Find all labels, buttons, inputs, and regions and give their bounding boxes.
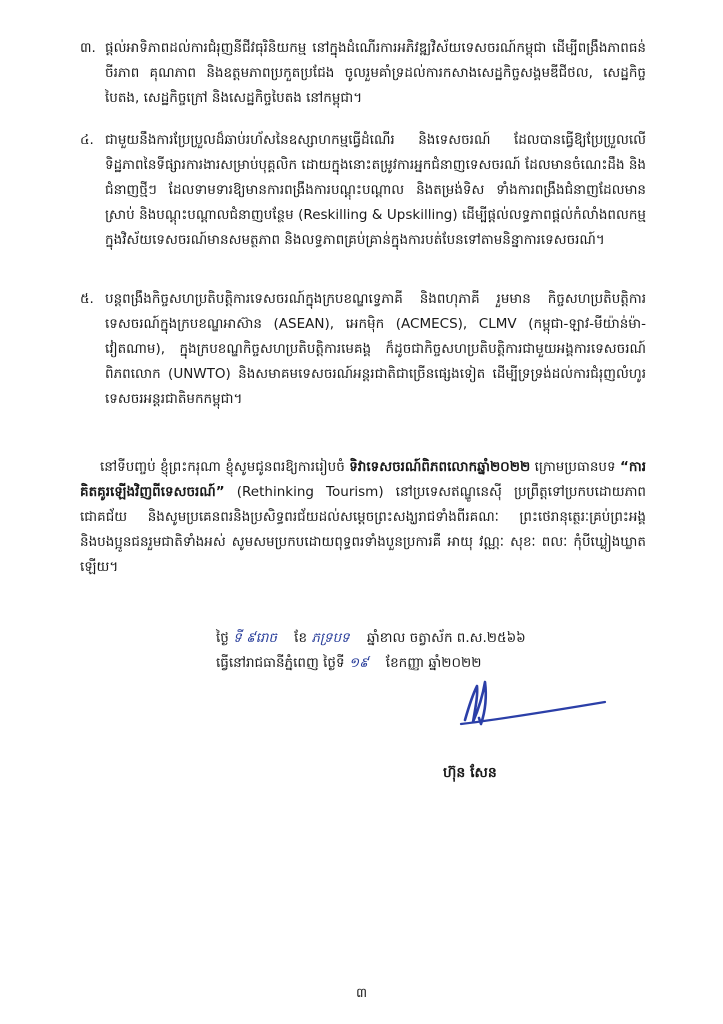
closing-mid: ក្រោមប្រធានបទ [530,459,620,475]
list-item-5 [80,287,646,412]
place-date-line [216,652,481,674]
month-label: ខែ [294,630,308,646]
item-text: ផ្តល់អាទិភាពដល់ការជំរុញនីជីវធុរិនិយកម្ម នៅក្នុងដំណើរការអភិវឌ្ឍវិស័យទេសចរណ៍កម្ពុជា ដើម្បីពង្រឹងភាពធន់ ចីរភាព គុណភាព និងឧត្តមភាពប្រកួតប្រជែង ចូលរួមគាំទ្រដល់ការកសាងសេដ្ឋកិច្ចសង្គមឌីជីថល, សេដ្ឋកិច្ចបៃតង, សេដ្ឋកិច្ចក្រៅ និងសេដ្ឋកិច្ចបៃតង នៅកម្ពុជា។ [105,40,646,106]
item-number: ៣. [80,40,96,56]
lunar-month: ភទ្របទ [311,630,350,646]
event-theme: “ការគិតគូរឡើងវិញពីទេសចរណ៍” [80,459,646,500]
list-item-3 [80,36,646,111]
closing-paragraph [80,455,646,580]
place-text: ធ្វើនៅរាជធានីភ្នំពេញ ថ្ងៃទី [216,655,345,671]
list-item-4 [80,128,646,253]
item-text: ជាមួយនឹងការប្រែប្រួលដ៏ឆាប់រហ័សនៃឧស្សាហកម្មធ្វើដំណើរ និងទេសចរណ៍ ដែលបានធ្វើឱ្យប្រែប្រួលលើទិដ្ឋភាពនៃទីផ្សារការងារសម្រាប់បុគ្គលិក ដោយក្នុងនោះតម្រូវការអ្នកជំនាញទេសចរណ៍ ដែលមានចំណេះដឹង និងជំនាញថ្មីៗ ដែលទាមទារឱ្យមានការពង្រឹងការបណ្តុះបណ្តាល និងតម្រង់ទិស ទាំងការពង្រឹងជំនាញដែលមានស្រាប់ និងបណ្តុះបណ្តាលជំនាញបន្ថែម (Reskilling & Upskilling) ដើម្បីផ្តល់លទ្ធភាពផ្តល់កំលាំងពលកម្មក្នុងវិស័យទេសចរណ៍មានសមត្ថភាព និងលទ្ធភាពគ្រប់គ្រាន់ក្នុងការបត់បែនទៅតាមនិន្នាការទេសចរណ៍។ [105,132,646,248]
lunar-year: ឆ្នាំខាល ចត្វាស័ក ព.ស.២៥៦៦ [366,630,526,646]
item-text: បន្តពង្រឹងកិច្ចសហប្រតិបត្តិការទេសចរណ៍ក្នុងក្របខណ្ឌទ្វេភាគី និងពហុភាគី រួមមាន កិច្ចសហប្រតិបត្តិការទេសចរណ៍ក្នុងក្របខណ្ឌអាស៊ាន (ASEAN), អេកម៉ិក (ACMECS), CLMV (កម្ពុជា-ឡាវ-មីយ៉ាន់ម៉ា-វៀតណាម), ក្នុងក្របខណ្ឌកិច្ចសហប្រតិបត្តិការមេគង្គ ក៏ដូចជាកិច្ចសហប្រតិបត្តិការជាមួយអង្គការទេសចរណ៍ពិភពលោក (UNWTO) និងសមាគមទេសចរណ៍អន្តរជាតិជាច្រើនផ្សេងទៀត ដើម្បីទ្រទ្រង់ដល់ការជំរុញលំហូរទេសចរអន្តរជាតិមកកម្ពុជា។ [105,291,646,407]
item-number: ៤. [80,132,94,148]
signature [455,672,615,742]
closing-intro: នៅទីបញ្ចប់ ខ្ញុំព្រះករុណា ខ្ញុំសូមជូនពរឱ្យការរៀបចំ [100,459,350,475]
closing-rest: (Rethinking Tourism) នៅប្រទេសឥណ្ឌូនេស៊ី ប្រព្រឹត្តទៅប្រកបដោយភាពជោគជ័យ និងសូមប្រគេនពរនិងប្រសិទ្ធពរជ័យដល់សម្តេចព្រះសង្ឃរាជទាំងពីរគណៈ ព្រះថេរានុត្ថេរៈគ្រប់ព្រះអង្គ និងបងប្អូនជនរួមជាតិទាំងអស់ សូមសមប្រកបដោយពុទ្ធពរទាំងបួនប្រការគឺ អាយុ វណ្ណៈ សុខៈ ពលៈ កុំបីឃ្លៀងឃ្លាតឡើយ។ [80,484,646,575]
lunar-day: ទី ៩រោច [233,630,277,646]
item-number: ៥. [80,291,94,307]
page-number: ៣ [355,986,368,1001]
issue-day: ១៩ [348,655,369,671]
lunar-prefix: ថ្ងៃ [216,630,229,646]
signer-name: ហ៊ុន សែន [443,765,497,781]
month-year: ខែកញ្ញា ឆ្នាំ២០២២ [385,655,482,671]
event-name: ទិវាទេសចរណ៍ពិភពលោកឆ្នាំ២០២២ [349,459,531,475]
lunar-date-line [216,627,526,649]
